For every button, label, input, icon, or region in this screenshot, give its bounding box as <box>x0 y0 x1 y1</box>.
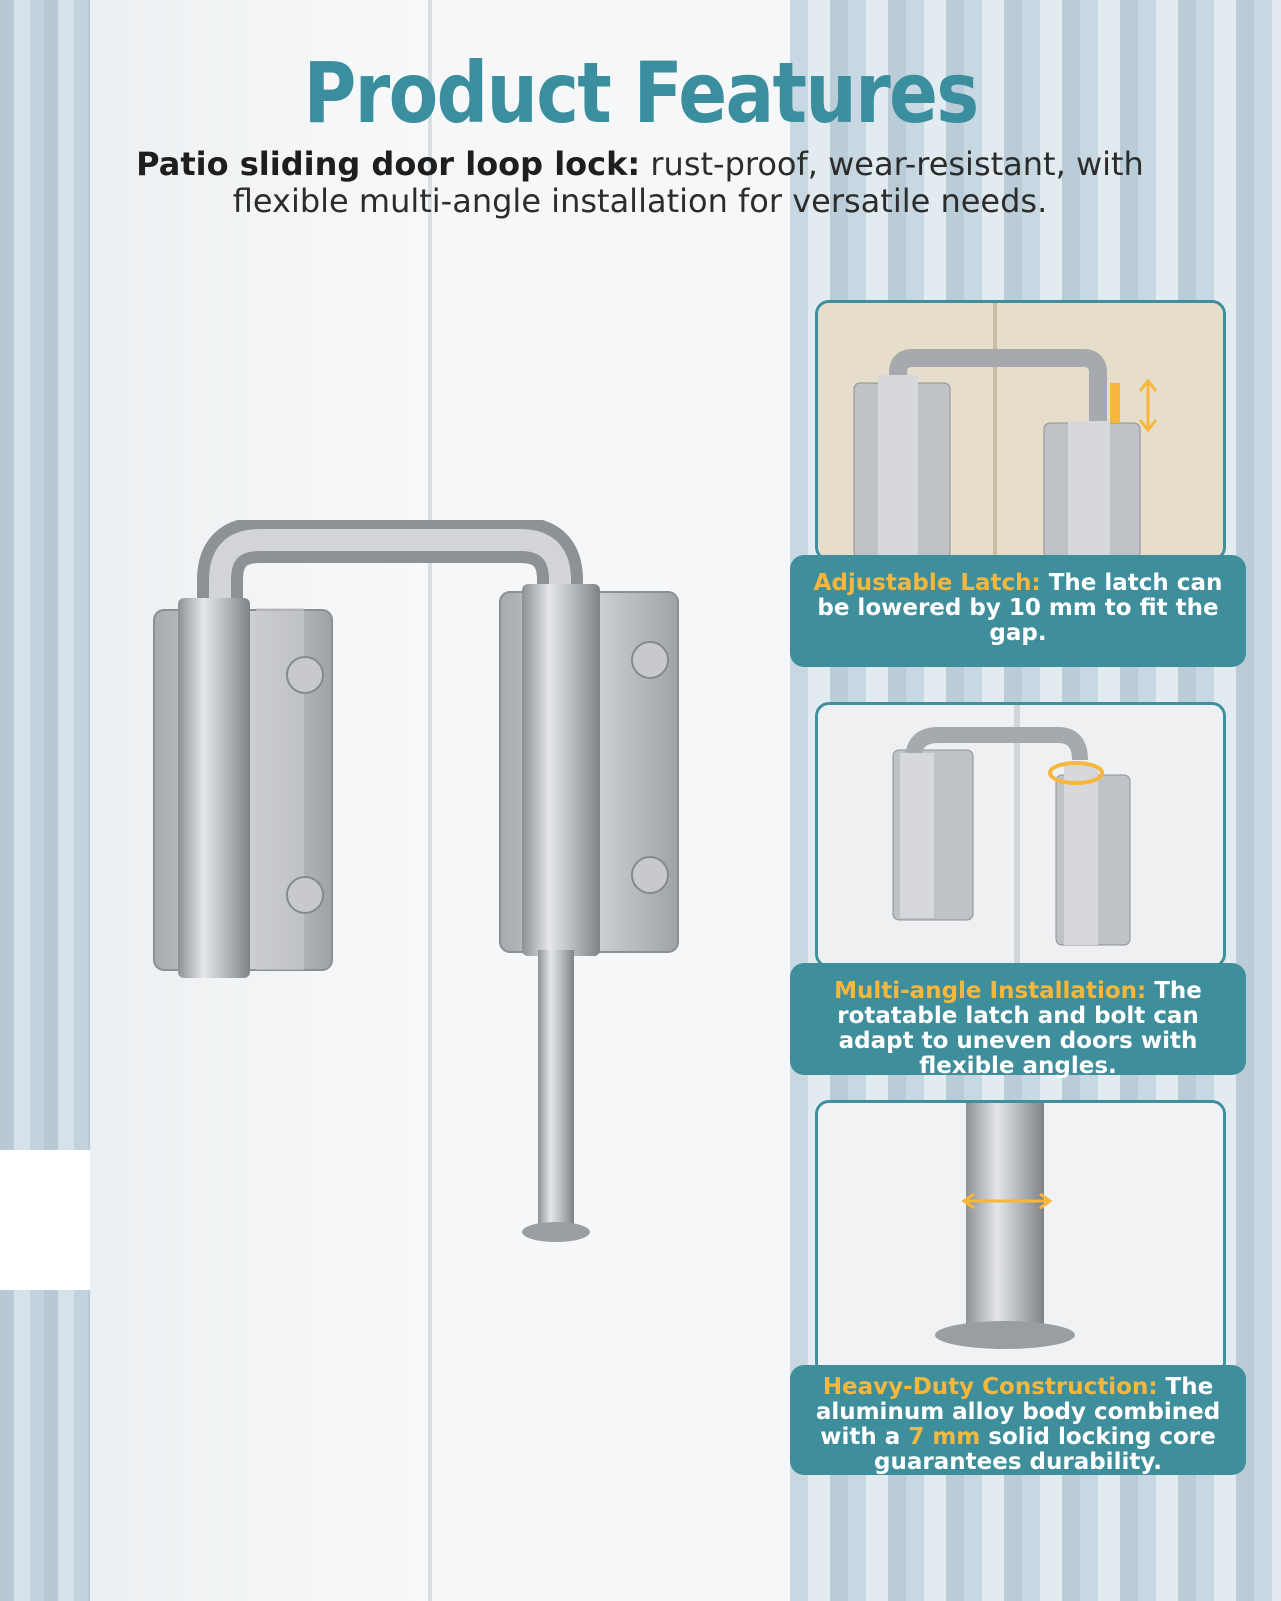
feature-text: The rotatable latch and bolt can adapt to uneven doors with flexible angles. <box>837 978 1202 1079</box>
feature-name: Adjustable Latch: <box>813 570 1041 596</box>
feature-name: Multi-angle Installation: <box>834 978 1147 1004</box>
subtitle-rest: rust-proof, wear-resistant, with flexible multi-angle installation for versatile needs. <box>232 145 1144 220</box>
subtitle-bold: Patio sliding door loop lock: <box>136 145 641 183</box>
feature-text: The latch can be lowered by 10 mm to fit the gap. <box>817 570 1223 646</box>
feature-caption-multi-angle <box>790 963 1246 1079</box>
window-frame <box>0 1150 90 1290</box>
window-glass-left <box>0 0 90 1601</box>
feature-caption-heavy-duty <box>790 1365 1246 1475</box>
feature-photo-multi-angle <box>815 702 1226 968</box>
feature-text-a: The aluminum alloy body combined with a <box>815 1374 1221 1450</box>
feature-name: Heavy-Duty Construction: <box>822 1374 1158 1400</box>
feature-photo-heavy-duty <box>815 1100 1226 1376</box>
loop-lock-illustration <box>150 520 690 1260</box>
feature-caption-adjustable <box>790 555 1246 667</box>
feature-photo-adjustable <box>815 300 1226 561</box>
feature-highlight: 7 mm <box>908 1424 981 1450</box>
page-title: Product Features <box>303 44 978 142</box>
page-subtitle <box>120 146 1160 220</box>
feature-text-b: solid locking core guarantees durability. <box>874 1424 1216 1475</box>
